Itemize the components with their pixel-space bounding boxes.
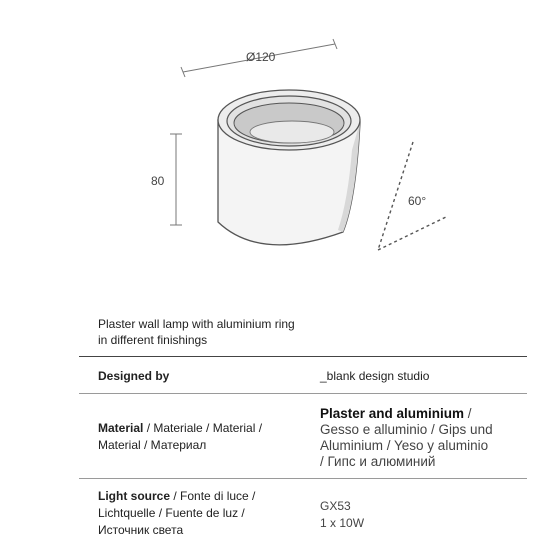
table-top-rule xyxy=(79,356,527,357)
row-divider-2 xyxy=(79,478,527,479)
light-source-label-bold: Light source xyxy=(98,489,171,503)
light-source-label-line3: Источник света xyxy=(98,523,184,537)
description-line-1: Plaster wall lamp with aluminium ring xyxy=(98,317,295,331)
description-line-2: in different finishings xyxy=(98,333,208,347)
material-value-line2: Gesso e alluminio / Gips und xyxy=(320,422,493,437)
material-label-rest: / Materiale / Material / xyxy=(143,421,263,435)
material-value-line1-rest: / xyxy=(464,406,472,421)
material-label-bold: Material xyxy=(98,421,144,435)
material-value-bold: Plaster and aluminium xyxy=(320,406,465,421)
lamp-body xyxy=(218,90,360,245)
row-divider-1 xyxy=(79,393,527,394)
height-dimension-line xyxy=(170,134,182,225)
diameter-label: Ø120 xyxy=(246,50,276,64)
designed-by-label: Designed by xyxy=(98,369,170,383)
light-source-value xyxy=(320,498,364,532)
product-description xyxy=(98,316,398,348)
angle-label: 60° xyxy=(408,194,427,208)
light-source-label xyxy=(98,488,298,539)
material-value xyxy=(320,406,530,470)
height-label: 80 xyxy=(151,174,165,188)
light-source-value-line1: GX53 xyxy=(320,499,351,513)
material-label xyxy=(98,420,298,454)
light-source-label-line2: Lichtquelle / Fuente de luz / xyxy=(98,506,245,520)
light-source-label-rest: / Fonte di luce / xyxy=(170,489,256,503)
designed-by-value: _blank design studio xyxy=(320,369,430,383)
material-label-line2: Material / Материал xyxy=(98,438,207,452)
light-source-value-line2: 1 x 10W xyxy=(320,516,365,530)
material-value-line4: / Гипс и алюминий xyxy=(320,454,436,469)
material-value-line3: Aluminium / Yeso y aluminio xyxy=(320,438,489,453)
